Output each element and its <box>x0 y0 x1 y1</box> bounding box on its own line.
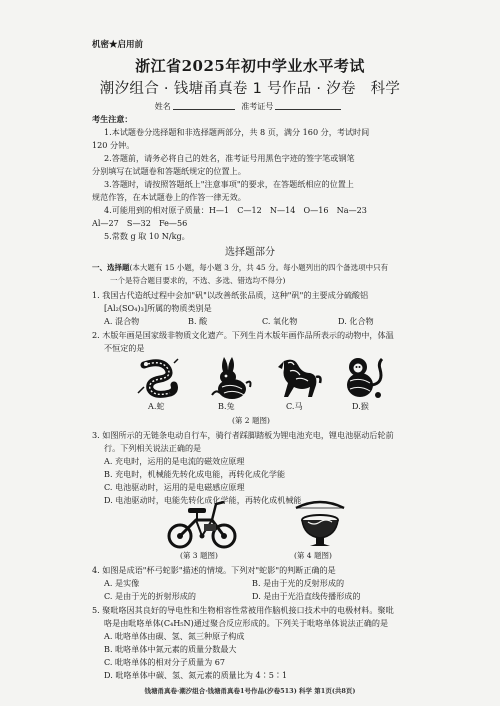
candidate-fields <box>0 101 500 112</box>
part1-intro-line <box>92 261 388 275</box>
q1-option-b[interactable]: B. 酸 <box>188 316 208 326</box>
q5-option-b[interactable]: B. 吡咯单体中氮元素的质量分数最大 <box>104 644 237 654</box>
note-3b: 规范作答，在本试题卷上的作答一律无效。 <box>92 192 246 202</box>
q4-stem: 4. 如图是成语"杯弓蛇影"描述的情境。下列对"蛇影"的判断正确的是 <box>92 565 336 575</box>
q4-option-b[interactable]: B. 是由于光的反射形成的 <box>252 578 345 588</box>
exam-title: 浙江省2025年初中学业水平考试 <box>135 57 365 75</box>
q3-option-b[interactable]: B. 充电时，机械能先转化成电能，再转化成化学能 <box>104 469 286 479</box>
q1-option-a[interactable]: A. 混合物 <box>104 316 140 326</box>
q3-stem-a: 3. 如图所示的无链条电动自行车，骑行者踩脚踏板为锂电池充电，锂电池驱动后轮前 <box>92 430 394 440</box>
q5-option-c[interactable]: C. 吡咯单体的相对分子质量为 67 <box>104 657 226 667</box>
q1-stem-b: [Al₂(SO₄)₃]所属的物质类别是 <box>104 303 212 313</box>
part1-heading: 一、选择题 <box>92 263 130 272</box>
q3-option-a[interactable]: A. 充电时，运用的是电流的磁效应原理 <box>104 456 245 466</box>
part1-intro-b: 一个是符合题目要求的，不选、多选、错选均不得分) <box>110 276 286 285</box>
q2-option-b[interactable]: B.兔 <box>218 401 235 411</box>
note-1a: 1.本试题卷分选择题和非选择题两部分，共 8 页，满分 160 分，考试时间 <box>104 127 370 137</box>
name-field-label: 姓名 <box>154 102 171 111</box>
q1-option-c[interactable]: C. 氧化物 <box>262 316 298 326</box>
q3-stem-b: 行。下列相关说法正确的是 <box>104 443 202 453</box>
q4-option-d[interactable]: D. 是由于光沿直线传播形成的 <box>252 591 361 601</box>
note-2a: 2.答题前，请务必将自己的姓名，准考证号用黑色字迹的签字笔或钢笔 <box>104 153 355 163</box>
q5-stem-a: 5. 聚吡咯因其良好的导电性和生物相容性常被用作脑机接口技术中的电极材料。聚吡 <box>92 605 394 615</box>
q4-option-a[interactable]: A. 是实像 <box>104 578 140 588</box>
q5-option-a[interactable]: A. 吡咯单体由碳、氢、氮三种原子构成 <box>104 631 245 641</box>
note-3a: 3.答题时，请按照答题纸上"注意事项"的要求，在答题纸相应的位置上 <box>104 179 354 189</box>
q2-stem-b: 不恒定的是 <box>104 343 145 353</box>
rabbit-woodcut-image <box>206 355 254 401</box>
q4-caption: (第 4 题图) <box>294 551 332 560</box>
electric-bicycle-image <box>166 498 240 550</box>
q5-option-d[interactable]: D. 吡咯单体中碳、氢、氮元素的质量比为 4∶5∶1 <box>104 670 288 680</box>
q2-caption: (第 2 题图) <box>232 416 270 425</box>
id-field-label: 准考证号 <box>241 102 274 111</box>
q3-caption: (第 3 题图) <box>180 551 218 560</box>
q3-option-d[interactable]: D. 电池驱动时，电能先转化成化学能，再转化成机械能 <box>104 495 302 505</box>
q4-option-c[interactable]: C. 是由于光的折射形成的 <box>104 591 196 601</box>
q2-option-a[interactable]: A.蛇 <box>148 401 165 411</box>
note-2b: 分别填写在试题卷和答题纸规定的位置上。 <box>92 166 246 176</box>
snake-woodcut-image <box>134 357 182 401</box>
q2-stem-a: 2. 木版年画是国家级非物质文化遗产。下列生肖木版年画作品所表示的动物中，体温 <box>92 330 394 340</box>
q2-option-c[interactable]: C.马 <box>286 401 303 411</box>
q5-stem-b: 咯是由吡咯单体(C₄H₅N)通过聚合反应形成的。下列关于吡咯单体说法正确的是 <box>104 618 389 628</box>
note-1b: 120 分钟。 <box>92 140 135 150</box>
horse-woodcut-image <box>272 355 322 401</box>
name-field-blank[interactable] <box>173 109 235 110</box>
part1-intro-a: (本大题有 15 小题，每小题 3 分，共 45 分。每小题列出的四个备选项中只有 <box>129 263 389 272</box>
page-footer: 钱塘甬真卷·潮汐组合·钱塘甬真卷1号作品(汐卷513) 科学 第1页(共8页) <box>144 687 356 695</box>
q1-stem-a: 1. 我国古代造纸过程中会加"矾"以改善纸张品质，这种"矾"的主要成分硫酸铝 <box>92 290 369 300</box>
cup-reflection-image <box>290 498 350 550</box>
monkey-woodcut-image <box>338 355 386 401</box>
q1-option-d[interactable]: D. 化合物 <box>338 316 374 326</box>
note-4a: 4.可能用到的相对原子质量：H—1 C—12 N—14 O—16 Na—23 <box>104 205 367 215</box>
q2-option-d[interactable]: D.猴 <box>352 401 369 411</box>
notes-heading: 考生注意： <box>92 114 133 124</box>
q3-option-c[interactable]: C. 电池驱动时，运用的是电磁感应原理 <box>104 482 245 492</box>
section-title: 选择题部分 <box>225 247 275 258</box>
note-4b: Al—27 S—32 Fe—56 <box>92 218 188 228</box>
id-field-blank[interactable] <box>275 109 341 110</box>
secret-label: 机密★启用前 <box>92 40 144 50</box>
note-5: 5.常数 g 取 10 N/kg。 <box>104 231 190 241</box>
exam-subtitle: 潮汐组合 · 钱塘甬真卷 1 号作品 · 汐卷 科学 <box>99 81 401 97</box>
